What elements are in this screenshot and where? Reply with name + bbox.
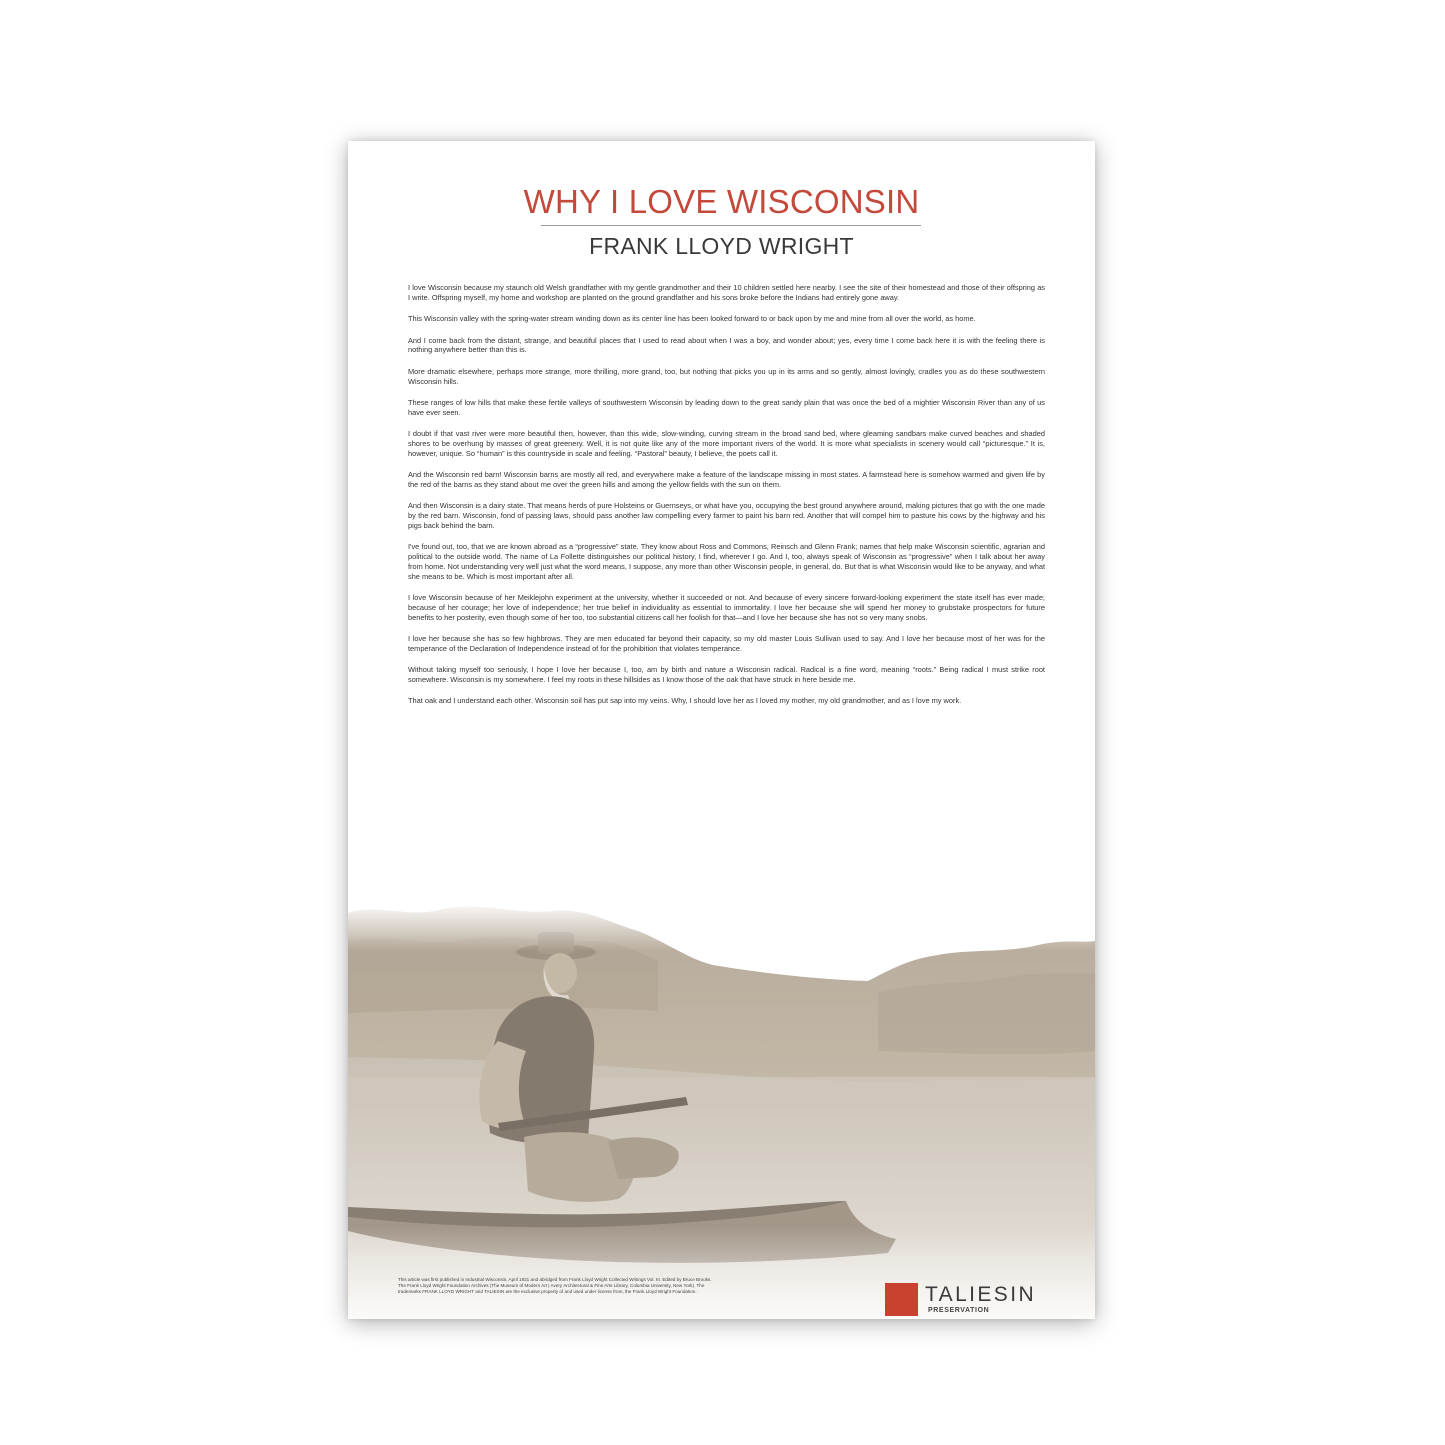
logo-subtitle: PRESERVATION <box>928 1307 990 1314</box>
logo-square-icon <box>885 1283 918 1316</box>
essay-paragraph: And then Wisconsin is a dairy state. That means herds of pure Holsteins or Guernseys, or what have you, occupying the best ground anywhere around, making pictures that go with the one made by the red barn. Wisconsin, fond of passing laws, should pass another law compelling every farmer to paint his barn red. Another that will compel him to pasture his cows by the highway and his pigs back behind the barn. <box>408 501 1045 530</box>
essay-paragraph: That oak and I understand each other. Wisconsin soil has put sap into my veins. Why, I should love her as I loved my mother, my old grandmother, and as I love my work. <box>408 696 962 706</box>
essay-text <box>408 283 1045 718</box>
essay-paragraph: And the Wisconsin red barn! Wisconsin barns are mostly all red, and everywhere make a feature of the landscape missing in most states. A farmstead here is somehow warmed and given life by the red of the barns as they stand about me over the green hills and among the yellow fields with the sun on them. <box>408 470 1045 489</box>
essay-paragraph: And I come back from the distant, strange, and beautiful places that I used to read about when I was a boy, and wonder about; yes, every time I come back here it is with the feeling there is nothing anywhere better than this is. <box>408 335 1045 355</box>
essay-paragraph: This Wisconsin valley with the spring-water stream winding down as its center line has been looked forward to or back upon by me and mine from all over the world, as home. <box>408 314 976 324</box>
essay-paragraph: More dramatic elsewhere, perhaps more strange, more thrilling, more grand, too, but nothing that picks you up in its arms and so gently, almost lovingly, cradles you as do these southwestern Wisconsin hills. <box>408 366 1045 386</box>
essay-paragraph: I love Wisconsin because of her Meiklejohn experiment at the university, whether it succeeded or not. And because of every sincere forward-looking experiment the state itself has ever made; because of her courage; her love of independence; her true belief in individuality as essential to immortality. I love her because she will spend her money to grubstake prospectors for future benefits to her posterity, even though some of her too, too substantial citizens call her foolish for that—and I love her because she has not so very many snobs. <box>408 593 1045 622</box>
author-name: FRANK LLOYD WRIGHT <box>589 233 854 259</box>
title-divider <box>541 225 921 226</box>
credit-text: This article was first published in Industrial Wisconsin, April 1931 and abridged from Frank Lloyd Wright Collected Writings Vol. III. Edited by Bruce Brooks. The Frank Lloyd Wright Foundation Archives (The Museum of Modern Art | Avery Architectural & Fine Arts Library, Columbia University, New York). The trademarks FRANK LLOYD WRIGHT and TALIESIN are the exclusive property of and used under license from, the Frank Lloyd Wright Foundation. <box>398 1277 712 1294</box>
poster-title: WHY I LOVE WISCONSIN <box>523 183 920 220</box>
poster <box>348 141 1095 1319</box>
essay-paragraph: These ranges of low hills that make these fertile valleys of southwestern Wisconsin by leading down to the great sandy plain that was once the bed of a mightier Wisconsin River than any of us have ever seen. <box>408 397 1045 417</box>
essay-paragraph: I love Wisconsin because my staunch old Welsh grandfather with my gentle grandmother and their 10 children settled here nearby. I see the site of their homestead and those of their offspring as I write. Offspring myself, my home and workshop are planted on the ground grandfather and his sons broke before the Indians had entirely gone away. <box>408 283 1045 302</box>
essay-paragraph: I love her because she has so few highbrows. They are men educated far beyond their capacity, so my old master Louis Sullivan used to say. And I love her because most of her was for the temperance of the Declaration of Independence instead of for the prohibition that violates temperance. <box>408 634 1045 653</box>
essay-paragraph: Without taking myself too seriously, I hope I love her because I, too, am by birth and nature a Wisconsin radical. Radical is a fine word, meaning “roots.” Being radical I must strike root somewhere. Wisconsin is my somewhere. I feel my roots in these hillsides as I know those of the oak that have struck in here beside me. <box>408 665 1045 685</box>
canoe-photo <box>348 901 1095 1319</box>
essay-paragraph: I've found out, too, that we are known abroad as a “progressive” state. They know about Ross and Commons, Reinsch and Glenn Frank; names that help make Wisconsin scientific, agrarian and political to the outside world. The name of La Follette distinguishes our political history, I find, wherever I go. And I, too, always speak of Wisconsin as “progressive” when I talk about her away from home. Not understanding very well just what the word means, I suppose, any more than other Wisconsin people, in general, do. But that is what Wisconsin would like to be anyway, and what she means to be. Which is most important after all. <box>408 542 1045 581</box>
taliesin-logo <box>885 1283 1055 1317</box>
logo-name: TALIESIN <box>925 1283 1037 1306</box>
essay-paragraph: I doubt if that vast river were more beautiful then, however, than this wide, slow-winding, curving stream in the broad sand bed, where gleaming sandbars make curved beaches and shaded shores to be overhung by masses of great greenery. Well, it is not quite like any of the more important rivers of the world. It is more what specialists in scenery would call “picturesque.” It is, however, unique. So “human” is this countryside in scale and feeling. “Pastoral” beauty, I believe, the poets call it. <box>408 429 1045 458</box>
